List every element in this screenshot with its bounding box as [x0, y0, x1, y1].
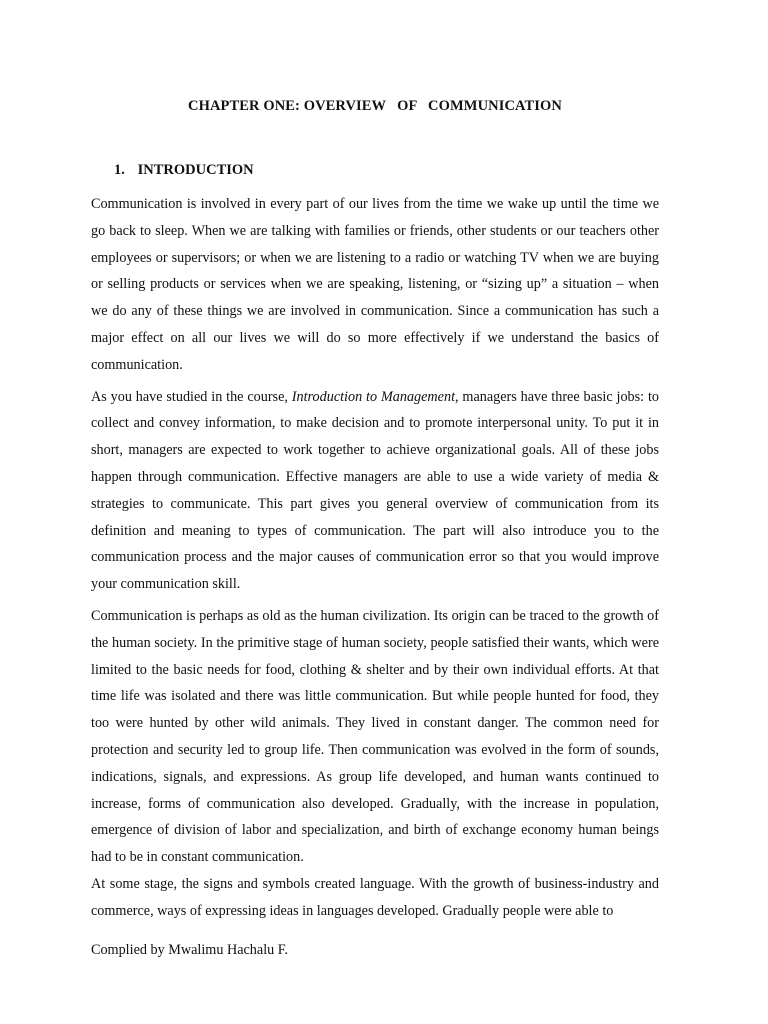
page-footer: Complied by Mwalimu Hachalu F. — [91, 942, 289, 958]
paragraph-2-lead: As you have studied in the course, — [91, 388, 292, 405]
paragraph-1: Communication is involved in every part of our lives from the time we wake up until the time we go back to sleep. When we are talking with families or friends, other students or our teachers other employees or supervisors; or when we are listening to a radio or watching TV when we are buying or selling products or services when we are speaking, listening, or “sizing up” a situation – when we do any of these things we are involved in communication. Since a communication has such a major effect on all our lives we will do so more effectively if we understand the basics of communication. — [91, 196, 659, 373]
paragraph-3: Communication is perhaps as old as the human civilization. Its origin can be traced to the growth of the human society. In the primitive stage of human society, people satisfied their wants, which were limited to the basic needs for food, clothing & shelter and by their own individual efforts. At that time life was isolated and there was little communication. But while people hunted for food, they too were hunted by other wild animals. They lived in constant danger. The common need for protection and security led to group life. Then communication was evolved in the form of sounds, indications, signals, and expressions. As group life developed, and human wants continued to increase, forms of communication also developed. Gradually, with the increase in population, emergence of division of labor and specialization, and birth of exchange economy human beings had to be in constant communication. — [91, 607, 659, 866]
section-title: INTRODUCTION — [137, 162, 254, 178]
paragraph-2 — [91, 384, 659, 598]
section-number: 1. — [114, 162, 125, 178]
paragraph-2-rest: , managers have three basic jobs: to collect and convey information, to make decision and to promote interpersonal unity. To put it in short, managers are expected to work together to achieve organizational goals. All of these jobs happen through communication. Effective managers are able to use a wide variety of media & strategies to communicate. This part gives you general overview of communication from its definition and meaning to types of communication. The part will also introduce you to the communication process and the major causes of communication error so that you would improve your communication skill. — [91, 388, 659, 593]
section-heading — [114, 162, 254, 179]
body-text — [91, 191, 659, 925]
chapter-title: CHAPTER ONE: OVERVIEW OF COMMUNICATION — [188, 98, 562, 114]
paragraph-4: At some stage, the signs and symbols created language. With the growth of business-industry and commerce, ways of expressing ideas in languages developed. Gradually people were able to — [91, 875, 659, 919]
course-title-italic: Introduction to Management — [291, 388, 456, 405]
